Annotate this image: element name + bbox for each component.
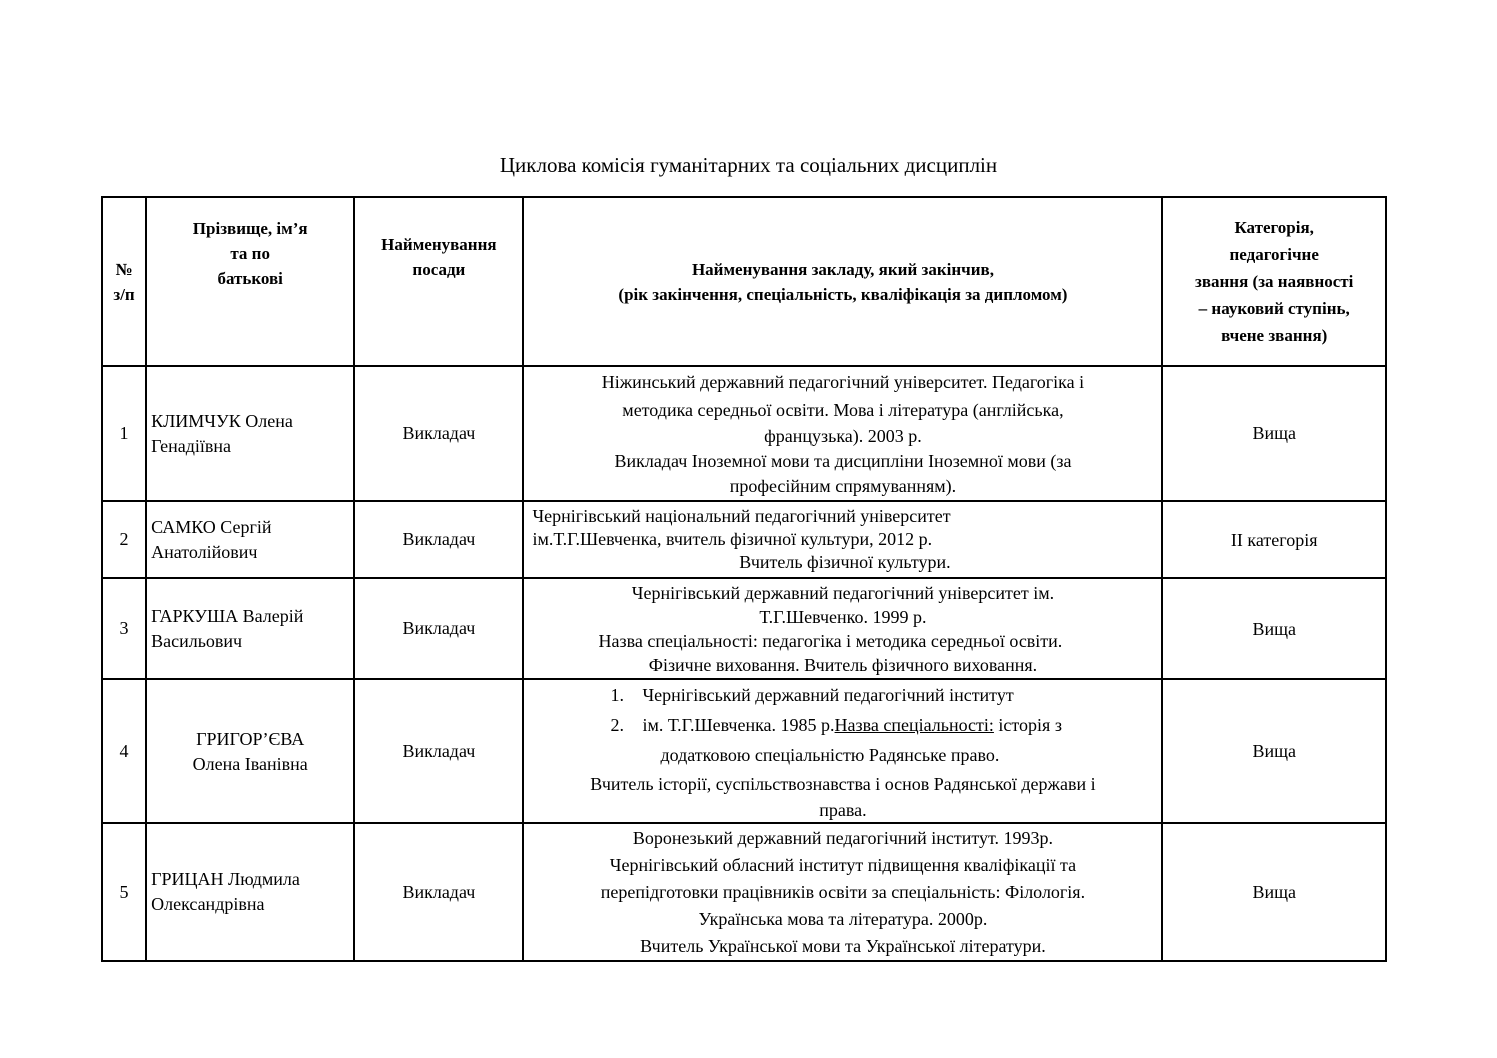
header-category-line: Категорія,: [1234, 218, 1314, 237]
education-list-item: [528, 710, 1157, 740]
table-row: [102, 501, 1386, 578]
education-line: Т.Г.Шевченко. 1999 р.: [759, 606, 927, 627]
education-line: ім.Т.Г.Шевченка, вчитель фізичної культури, 2012 р.: [532, 529, 933, 549]
row-number: 5: [102, 823, 146, 961]
education: [523, 578, 1162, 679]
name-line: Олена Іванівна: [192, 753, 308, 774]
education-line: Українська мова та література. 2000р.: [698, 908, 988, 929]
category: Вища: [1162, 823, 1386, 961]
table-row: [102, 679, 1386, 823]
education-line: Чернігівський національний педагогічний університет: [532, 506, 951, 526]
header-education: [523, 197, 1162, 366]
position: Викладач: [354, 501, 523, 578]
category: Вища: [1162, 679, 1386, 823]
education: [523, 679, 1162, 823]
education-line: Ніжинський державний педагогічний університет. Педагогіка і: [601, 372, 1085, 392]
specialty-label: Назва спеціальності:: [834, 715, 994, 735]
header-name-line: батькові: [217, 269, 283, 288]
table-row: [102, 823, 1386, 961]
education: [523, 501, 1162, 578]
full-name: [146, 366, 354, 501]
education-line: ім. Т.Г.Шевченка. 1985 р.: [642, 715, 835, 735]
header-position-line: Найменування: [381, 235, 497, 254]
position: Викладач: [354, 578, 523, 679]
education-line: Чернігівський державний педагогічний університет ім.: [631, 582, 1055, 603]
name-line: КЛИМЧУК Олена: [151, 410, 293, 431]
header-education-line: Найменування закладу, який закінчив,: [691, 259, 994, 279]
education: [523, 366, 1162, 501]
full-name: [146, 501, 354, 578]
header-category-line: вчене звання): [1221, 326, 1328, 345]
education-line: права.: [819, 800, 867, 820]
header-category-line: звання (за наявності: [1195, 272, 1354, 291]
staff-table: [101, 196, 1387, 962]
education-line: Воронезький державний педагогічний інститут. 1993р.: [632, 827, 1054, 848]
header-position: [354, 197, 523, 366]
header-category: [1162, 197, 1386, 366]
education-line: перепідготовки працівників освіти за спеціальність: Філологія.: [600, 881, 1086, 902]
header-num-line: з/п: [113, 284, 135, 304]
education: [523, 823, 1162, 961]
education-line: історія з: [993, 715, 1062, 735]
education-line: Вчитель історії, суспільствознавства і основ Радянської держави і: [590, 774, 1096, 794]
name-line: САМКО Сергій: [151, 516, 272, 537]
row-number: 4: [102, 679, 146, 823]
name-line: Олександрівна: [151, 894, 265, 914]
education-line: французька). 2003 р.: [764, 426, 922, 446]
list-number: 1.: [610, 685, 624, 705]
education-line: методика середньої освіти. Мова і література (англійська,: [622, 400, 1064, 420]
table-row: [102, 578, 1386, 679]
education-line: Викладач Іноземної мови та дисципліни Іноземної мови (за: [614, 451, 1072, 471]
name-line: ГРИГОР’ЄВА: [196, 728, 305, 749]
row-number: 2: [102, 501, 146, 578]
education-line: Фізичне виховання. Вчитель фізичного виховання.: [648, 654, 1038, 675]
header-name: [146, 197, 354, 366]
position: Викладач: [354, 679, 523, 823]
education-line: професійним спрямуванням).: [729, 476, 957, 496]
header-name-line: та по: [230, 244, 270, 263]
header-name-line: Прізвище, ім’я: [192, 219, 308, 238]
position: Викладач: [354, 823, 523, 961]
education-line: Вчитель фізичної культури.: [739, 552, 951, 572]
row-number: 3: [102, 578, 146, 679]
header-num-line: №: [115, 259, 133, 279]
category: Вища: [1162, 578, 1386, 679]
header-num: [102, 197, 146, 366]
name-line: ГРИЦАН Людмила: [151, 869, 300, 889]
header-education-line: (рік закінчення, спеціальність, кваліфікація за дипломом): [618, 284, 1068, 304]
name-line: Генадіївна: [151, 435, 232, 456]
education-line: Чернігівський обласний інститут підвищення кваліфікації та: [609, 854, 1077, 875]
header-position-line: посади: [412, 260, 466, 279]
category: Вища: [1162, 366, 1386, 501]
education-line: додатковою спеціальністю Радянське право.: [660, 745, 1000, 765]
name-line: Васильович: [151, 630, 243, 651]
list-number: 2.: [610, 715, 624, 735]
header-category-line: – науковий ступінь,: [1198, 299, 1350, 318]
full-name: [146, 823, 354, 961]
full-name: [146, 578, 354, 679]
education-line: Чернігівський державний педагогічний інститут: [642, 685, 1014, 705]
category: ІІ категорія: [1162, 501, 1386, 578]
header-category-line: педагогічне: [1229, 245, 1319, 264]
table-row: [102, 366, 1386, 501]
row-number: 1: [102, 366, 146, 501]
position: Викладач: [354, 366, 523, 501]
full-name: [146, 679, 354, 823]
name-line: Анатолійович: [151, 541, 258, 562]
page-title: Циклова комісія гуманітарних та соціальних дисциплін: [499, 153, 998, 177]
header-row: [102, 197, 1386, 366]
education-line: Назва спеціальності: педагогіка і методика середньої освіти.: [598, 630, 1063, 651]
education-line: Вчитель Української мови та Української літератури.: [640, 935, 1046, 956]
name-line: ГАРКУША Валерій: [151, 605, 304, 626]
education-list-item: [528, 680, 1157, 710]
